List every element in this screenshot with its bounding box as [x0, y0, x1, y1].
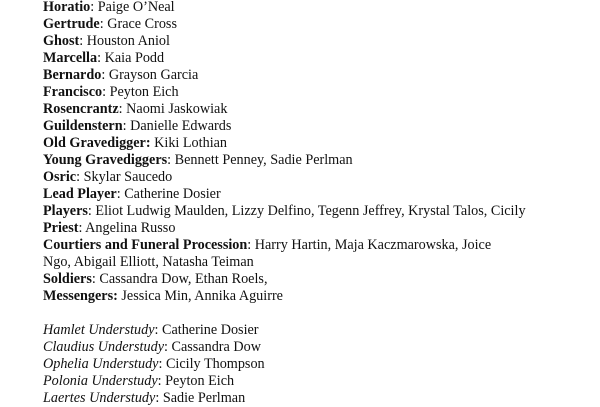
actor-names: Paige O’Neal — [97, 0, 175, 15]
separator: : — [158, 356, 166, 372]
separator: : — [99, 16, 108, 32]
cast-entry-players — [43, 203, 563, 220]
cast-entry-priest — [43, 220, 563, 237]
role-name: Gertrude — [43, 16, 100, 32]
role-name: Courtiers and Funeral Procession — [43, 237, 248, 253]
separator: : — [118, 101, 127, 117]
actor-names: Jessica Min, Annika Aguirre — [121, 288, 283, 304]
cast-entry-courtiers — [43, 237, 513, 271]
role-name: Marcella — [43, 50, 98, 66]
cast-entry-rosencrantz — [43, 101, 563, 118]
understudy-role: Ophelia Understudy — [43, 356, 159, 372]
separator: : — [154, 322, 163, 338]
understudy-entry-hamlet — [43, 322, 563, 339]
cast-entry-young-gravediggers — [43, 152, 563, 169]
separator: : — [79, 33, 87, 49]
understudy-role: Polonia Understudy — [43, 373, 158, 389]
cast-entry-osric — [43, 169, 563, 186]
role-name: Lead Player — [43, 186, 117, 202]
role-name: Soldiers — [43, 271, 92, 287]
understudy-role: Claudius Understudy — [43, 339, 164, 355]
cast-section — [43, 0, 563, 305]
cast-entry-old-gravedigger — [43, 135, 563, 152]
actor-names: Catherine Dosier — [162, 322, 259, 338]
actor-names: Peyton Eich — [109, 84, 179, 100]
actor-names: Bennett Penney, Sadie Perlman — [174, 152, 353, 168]
understudy-entry-claudius — [43, 339, 563, 356]
separator: : — [97, 50, 105, 66]
actor-names: Catherine Dosier — [124, 186, 221, 202]
role-name: Priest — [43, 220, 79, 236]
separator: : — [116, 186, 125, 202]
separator: : — [247, 237, 255, 253]
cast-entry-bernardo — [43, 67, 563, 84]
role-name: Horatio — [43, 0, 91, 15]
actor-names: Cassandra Dow, Ethan Roels, — [99, 271, 268, 287]
understudy-entry-laertes — [43, 390, 563, 407]
actor-names: Peyton Eich — [165, 373, 235, 389]
actor-names: Sadie Perlman — [162, 390, 246, 406]
section-spacer — [43, 305, 563, 322]
cast-entry-ghost — [43, 33, 563, 50]
actor-names: Kaia Podd — [104, 50, 165, 66]
separator: : — [155, 390, 163, 406]
separator: : — [102, 84, 110, 100]
role-name: Messengers: — [43, 288, 118, 304]
role-name: Young Gravediggers — [43, 152, 168, 168]
cast-entry-gertrude — [43, 16, 563, 33]
actor-names: Danielle Edwards — [130, 118, 232, 134]
actor-names: Naomi Jaskowiak — [126, 101, 228, 117]
separator: : — [101, 67, 109, 83]
role-name: Rosencrantz — [43, 101, 119, 117]
cast-list-page — [43, 0, 563, 407]
actor-names: Skylar Saucedo — [83, 169, 173, 185]
separator: : — [90, 0, 98, 15]
actor-names: Cassandra Dow — [171, 339, 261, 355]
separator: : — [76, 169, 84, 185]
separator: : — [91, 271, 100, 287]
cast-entry-messengers — [43, 288, 563, 305]
separator: : — [87, 203, 96, 219]
actor-names: Kiki Lothian — [154, 135, 228, 151]
separator: : — [78, 220, 86, 236]
actor-names: Grace Cross — [107, 16, 177, 32]
role-name: Old Gravedigger: — [43, 135, 151, 151]
actor-names: Cicily Thompson — [165, 356, 265, 372]
separator: : — [167, 152, 175, 168]
understudy-entry-polonia — [43, 373, 563, 390]
role-name: Bernardo — [43, 67, 102, 83]
cast-entry-guildenstern — [43, 118, 563, 135]
cast-entry-soldiers — [43, 271, 563, 288]
role-name: Guildenstern — [43, 118, 123, 134]
separator: : — [157, 373, 166, 389]
cast-entry-lead-player — [43, 186, 563, 203]
understudy-role: Hamlet Understudy — [43, 322, 155, 338]
actor-names: Eliot Ludwig Maulden, Lizzy Delfino, Tegenn Jeffrey, Krystal Talos, Cicily — [95, 203, 526, 219]
role-name: Players — [43, 203, 88, 219]
actor-names: Grayson Garcia — [108, 67, 199, 83]
actor-names: Houston Aniol — [86, 33, 170, 49]
actor-names: Harry Hartin, Maja Kaczmarowska, Joice Ngo, Abigail Elliott, Natasha Teiman — [43, 237, 492, 270]
cast-entry-marcella — [43, 50, 563, 67]
role-name: Osric — [43, 169, 77, 185]
understudy-entry-ophelia — [43, 356, 563, 373]
role-name: Francisco — [43, 84, 103, 100]
understudy-role: Laertes Understudy — [43, 390, 156, 406]
actor-names: Angelina Russo — [85, 220, 176, 236]
cast-entry-francisco — [43, 84, 563, 101]
separator: : — [164, 339, 172, 355]
role-name: Ghost — [43, 33, 80, 49]
cast-entry-horatio — [43, 0, 563, 16]
understudy-section — [43, 322, 563, 407]
separator: : — [122, 118, 131, 134]
